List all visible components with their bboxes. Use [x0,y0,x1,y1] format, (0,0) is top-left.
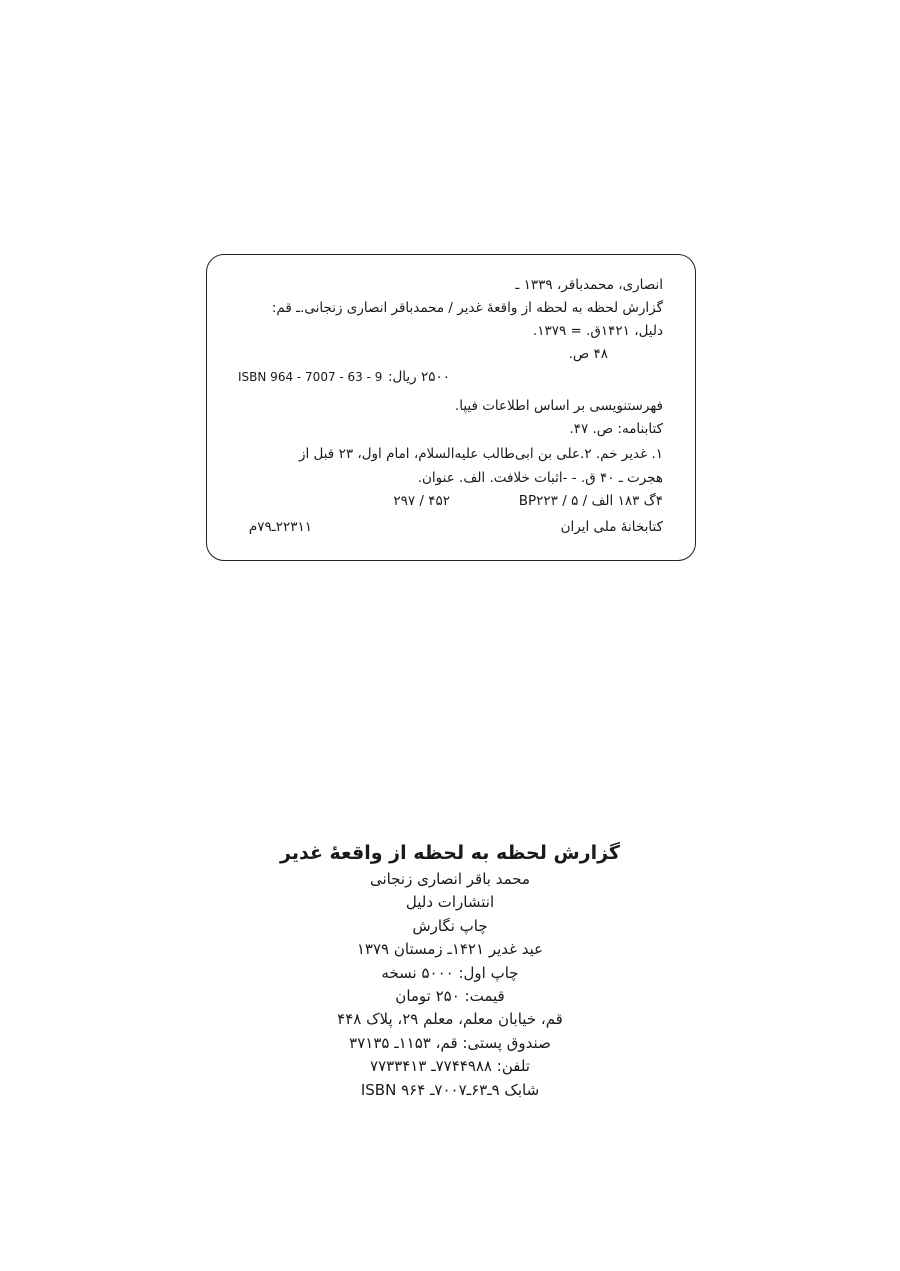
cip-library-name: کتابخانهٔ ملی ایران [560,519,663,535]
po-box: صندوق پستی: قم، ۱۱۵۳ـ ۳۷۱۳۵ [349,1033,551,1052]
phone: تلفن: ۷۷۴۴۹۸۸ـ ۷۷۳۳۴۱۳ [370,1057,530,1076]
cip-bibliography: کتابنامه: ص. ۴۷. [569,421,663,437]
cip-title-line1: گزارش لحظه به لحظه از واقعهٔ غدیر / محمدباقر انصاری زنجانی.ـ قم: [271,300,663,316]
cip-library-code: ۲۲۳۱۱ـ۷۹م [248,519,312,535]
cip-subjects-line1: ۱. غدیر خم. ۲.علی بن ابی‌طالب علیه‌السلام، امام اول، ۲۳ قبل از [298,446,663,462]
publication-date: عید غدیر ۱۴۲۱ـ زمستان ۱۳۷۹ [356,940,544,959]
cip-price: ۲۵۰۰ ریال: [387,369,450,385]
isbn: شابک ۹ـ۶۳ـ۷۰۰۷ـ ۹۶۴ ISBN [360,1080,540,1099]
printer: چاپ نگارش [412,916,488,935]
book-title: گزارش لحظه به لحظه از واقعهٔ غدیر [280,842,620,864]
cip-title-line2: دلیل، ۱۴۲۱ق. = ۱۳۷۹. [532,323,663,339]
cip-isbn: ISBN 964 - 7007 - 63 - 9 [238,370,383,384]
edition-print-run: چاپ اول: ۵۰۰۰ نسخه [381,963,519,982]
book-author: محمد باقر انصاری زنجانی [369,870,530,888]
cip-fipa-note: فهرستنویسی بر اساس اطلاعات فیپا. [454,398,663,414]
publisher-address: قم، خیابان معلم، معلم ۲۹، پلاک ۴۴۸ [337,1010,563,1029]
cip-classification-lc: ۲۹۷ / ۴۵۲ [393,493,450,509]
cip-author: انصاری، محمدباقر، ۱۳۳۹ ـ [515,277,663,293]
cip-classification-ddc: ۴گ ۱۸۳ الف / ۵ / BP۲۲۳ [518,493,663,509]
imprint-block [250,838,650,1102]
cip-pages: ۴۸ ص. [568,346,608,362]
book-price: قیمت: ۲۵۰ تومان [395,987,505,1006]
cip-subjects-line2: هجرت ـ ۴۰ ق. - -اثبات خلافت. الف. عنوان. [417,470,663,486]
publisher: انتشارات دلیل [405,893,495,912]
